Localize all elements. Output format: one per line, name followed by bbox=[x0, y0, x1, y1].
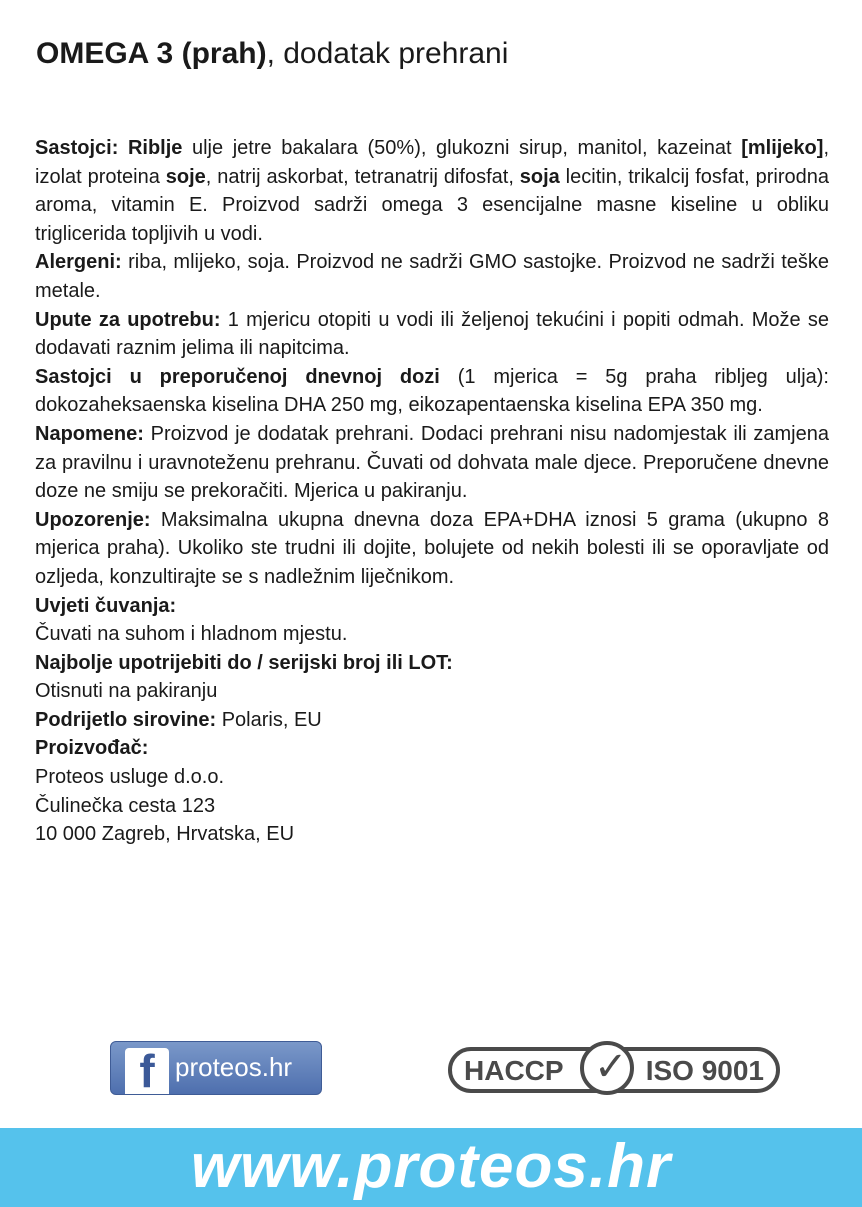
origin-text: Polaris, EU bbox=[216, 708, 322, 731]
product-title bbox=[36, 34, 508, 74]
allergens-text: riba, mlijeko, soja. Proizvod ne sadrži GMO sastojke. Proizvod ne sadrži teške metale. bbox=[35, 251, 829, 302]
allergens-label: Alergeni: bbox=[35, 251, 122, 274]
certification-badge bbox=[448, 1047, 780, 1093]
manufacturer-label: Proizvođač: bbox=[35, 737, 149, 760]
haccp-label: HACCP bbox=[464, 1055, 564, 1086]
manufacturer-label-line bbox=[35, 734, 829, 763]
iso-label: ISO 9001 bbox=[645, 1055, 764, 1086]
label-body bbox=[35, 134, 829, 849]
notes-text: Proizvod je dodatak prehrani. Dodaci prehrani nisu nadomjestak ili zamjena za pravilnu i uravnoteženu prehranu. Čuvati od dohvata male djece. Preporučene dnevne doze ne smiju se prekoračiti. Mjerica u pakiranju. bbox=[35, 422, 829, 503]
checkmark-icon bbox=[580, 1041, 634, 1095]
warning-text: Maksimalna ukupna dnevna doza EPA+DHA iznosi 5 grama (ukupno 8 mjerica praha). Ukoliko ste trudni ili dojite, bolujete od nekih bolesti ili se oporavljate od ozljeda, konzultirajte se s nadležnim liječnikom. bbox=[35, 508, 829, 588]
ingredients-text-2: , izolat proteina bbox=[35, 137, 829, 188]
manufacturer-street: Čulinečka cesta 123 bbox=[35, 794, 216, 817]
ingredients-paragraph bbox=[35, 134, 829, 248]
warning-paragraph bbox=[35, 506, 829, 592]
checkmark-glyph: ✓ bbox=[594, 1045, 628, 1089]
ingredients-bold-3: soja bbox=[519, 165, 560, 188]
product-title-bold: OMEGA 3 (prah) bbox=[36, 37, 267, 70]
ingredients-text-3: , natrij askorbat, tetranatrij difosfat, bbox=[205, 165, 520, 188]
best-before-text: Otisnuti na pakiranju bbox=[35, 680, 218, 703]
daily-dose-paragraph bbox=[35, 363, 829, 420]
notes-label: Napomene: bbox=[35, 422, 144, 445]
website-url[interactable]: www.proteos.hr bbox=[190, 1132, 672, 1201]
best-before-label-line bbox=[35, 649, 829, 678]
best-before-label: Najbolje upotrijebiti do / serijski broj ili LOT: bbox=[35, 651, 453, 674]
usage-label: Upute za upotrebu: bbox=[35, 308, 221, 331]
facebook-badge[interactable] bbox=[110, 1041, 322, 1095]
manufacturer-name: Proteos usluge d.o.o. bbox=[35, 766, 225, 789]
facebook-page-text: proteos.hr bbox=[175, 1052, 293, 1082]
origin-paragraph bbox=[35, 706, 829, 735]
ingredients-label: Sastojci: Riblje bbox=[35, 137, 183, 159]
ingredients-bold-1: [mlijeko] bbox=[741, 137, 824, 159]
manufacturer-city: 10 000 Zagreb, Hrvatska, EU bbox=[35, 823, 295, 846]
daily-dose-text: (1 mjerica = 5g praha ribljeg ulja): dokozaheksaenska kiselina DHA 250 mg, eikozapentaenska kiselina EPA 350 mg. bbox=[35, 365, 829, 417]
product-title-rest: , dodatak prehrani bbox=[266, 37, 509, 70]
notes-paragraph bbox=[35, 420, 829, 506]
daily-dose-label: Sastojci u preporučenoj dnevnoj dozi bbox=[35, 365, 440, 388]
ingredients-text-4: lecitin, trikalcij fosfat, prirodna aroma, vitamin E. Proizvod sadrži omega 3 esencijalne masne kiseline u obliku triglicerida topljivih u vodi. bbox=[35, 165, 829, 245]
ingredients-text-1: ulje jetre bakalara (50%), glukozni sirup, manitol, kazeinat bbox=[182, 137, 742, 159]
ingredients-bold-2: soje bbox=[165, 165, 206, 188]
warning-label: Upozorenje: bbox=[35, 508, 151, 531]
usage-text: 1 mjericu otopiti u vodi ili željenoj tekućini i popiti odmah. Može se dodavati raznim jelima ili napitcima. bbox=[35, 308, 830, 360]
facebook-icon: f bbox=[125, 1048, 169, 1094]
origin-label: Podrijetlo sirovine: bbox=[35, 708, 217, 731]
storage-label: Uvjeti čuvanja: bbox=[35, 594, 177, 617]
allergens-paragraph bbox=[35, 248, 829, 305]
storage-label-line bbox=[35, 592, 829, 621]
usage-paragraph bbox=[35, 306, 829, 363]
footer-banner bbox=[0, 1128, 862, 1207]
storage-text: Čuvati na suhom i hladnom mjestu. bbox=[35, 623, 348, 646]
